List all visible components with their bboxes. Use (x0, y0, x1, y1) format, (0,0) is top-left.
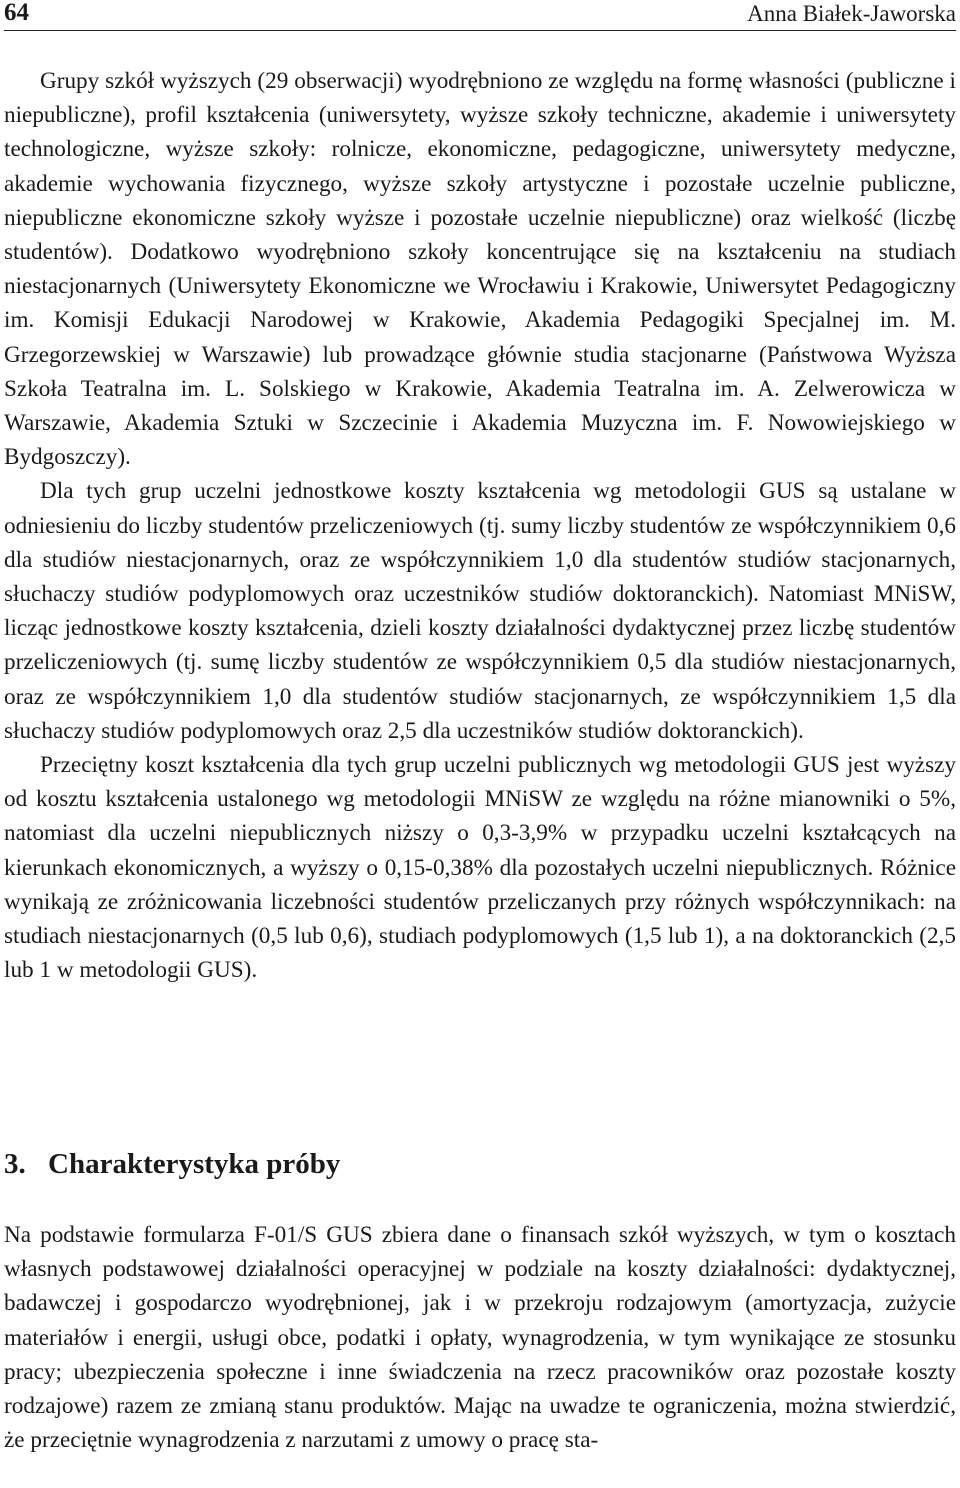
section-body-text (4, 1218, 956, 1457)
paragraph: Dla tych grup uczelni jednostkowe koszty kształcenia wg metodologii GUS są ustalane w odniesieniu do liczby studentów przeliczeniowych (tj. sumy liczby studentów ze współczynnikiem 0,6 dla studiów niestacjonarnych, oraz ze współczynnikiem 1,0 dla studentów studiów stacjonarnych, słuchaczy studiów podyplomowych oraz uczestników studiów doktoranckich). Natomiast MNiSW, licząc jednostkowe koszty kształcenia, dzieli koszty działalności dydaktycznej przez liczbę studentów przeliczeniowych (tj. sumę liczby studentów ze współczynnikiem 0,5 dla studiów niestacjonarnych, oraz ze współczynnikiem 1,0 dla studentów studiów stacjonarnych, ze współczynnikiem 1,5 dla słuchaczy studiów podyplomowych oraz 2,5 dla uczestników studiów doktoranckich). (4, 478, 956, 744)
section-number: 3. (4, 1148, 26, 1180)
page-number: 64 (4, 0, 29, 26)
section-title: Charakterystyka próby (48, 1148, 341, 1180)
body-text (4, 64, 956, 987)
page-header (4, 0, 956, 31)
paragraph: Grupy szkół wyższych (29 obserwacji) wyodrębniono ze względu na formę własności (publiczne i niepubliczne), profil kształcenia (uniwersytety, wyższe szkoły techniczne, akademie i uniwersytety technologiczne, wyższe szkoły: rolnicze, ekonomiczne, pedagogiczne, uniwersytety medyczne, akademie wychowania fizycznego, wyższe szkoły artystyczne i pozostałe uczelnie publiczne, niepubliczne ekonomiczne szkoły wyższe i pozostałe uczelnie niepubliczne) oraz wielkość (liczbę studentów). Dodatkowo wyodrębniono szkoły koncentrujące się na kształceniu na studiach niestacjonarnych (Uniwersytety Ekonomiczne we Wrocławiu i Krakowie, Uniwersytet Pedagogiczny im. Komisji Edukacji Narodowej w Krakowie, Akademia Pedagogiki Specjalnej im. M. Grzegorzewskiej w Warszawie) lub prowadzące głównie studia stacjonarne (Państwowa Wyższa Szkoła Teatralna im. L. Solskiego w Krakowie, Akademia Teatralna im. A. Zelwerowicza w Warszawie, Akademia Sztuki w Szczecinie i Akademia Muzyczna im. F. Nowowiejskiego w Bydgoszczy). (4, 68, 956, 471)
running-head-author: Anna Białek-Jaworska (747, 1, 956, 26)
paragraph: Przeciętny koszt kształcenia dla tych grup uczelni publicznych wg metodologii GUS jest wyższy od kosztu kształcenia ustalonego wg metodologii MNiSW ze względu na różne mianowniki o 5%, natomiast dla uczelni niepublicznych niższy o 0,3-3,9% w przypadku uczelni kształcących na kierunkach ekonomicznych, a wyższy o 0,15-0,38% dla pozostałych uczelni niepublicznych. Różnice wynikają ze zróżnicowania liczebności studentów przeliczanych przy różnych współczynnikach: na studiach niestacjonarnych (0,5 lub 0,6), studiach podyplomowych (1,5 lub 1), a na doktoranckich (2,5 lub 1 w metodologii GUS). (4, 752, 956, 984)
section-heading (4, 1148, 340, 1181)
paragraph: Na podstawie formularza F-01/S GUS zbiera dane o finansach szkół wyższych, w tym o kosztach własnych podstawowej działalności operacyjnej w podziale na koszty działalności: dydaktycznej, badawczej i gospodarczo wyodrębnionej, jak i w przekroju rodzajowym (amortyzacja, zużycie materiałów i energii, usługi obce, podatki i opłaty, wynagrodzenia, w tym wynikające ze stosunku pracy; ubezpieczenia społeczne i inne świadczenia na rzecz pracowników oraz pozostałe koszty rodzajowe) razem ze zmianą stanu produktów. Mając na uwadze te ograniczenia, można stwierdzić, że przeciętnie wynagrodzenia z narzutami z umowy o pracę sta- (4, 1222, 956, 1454)
